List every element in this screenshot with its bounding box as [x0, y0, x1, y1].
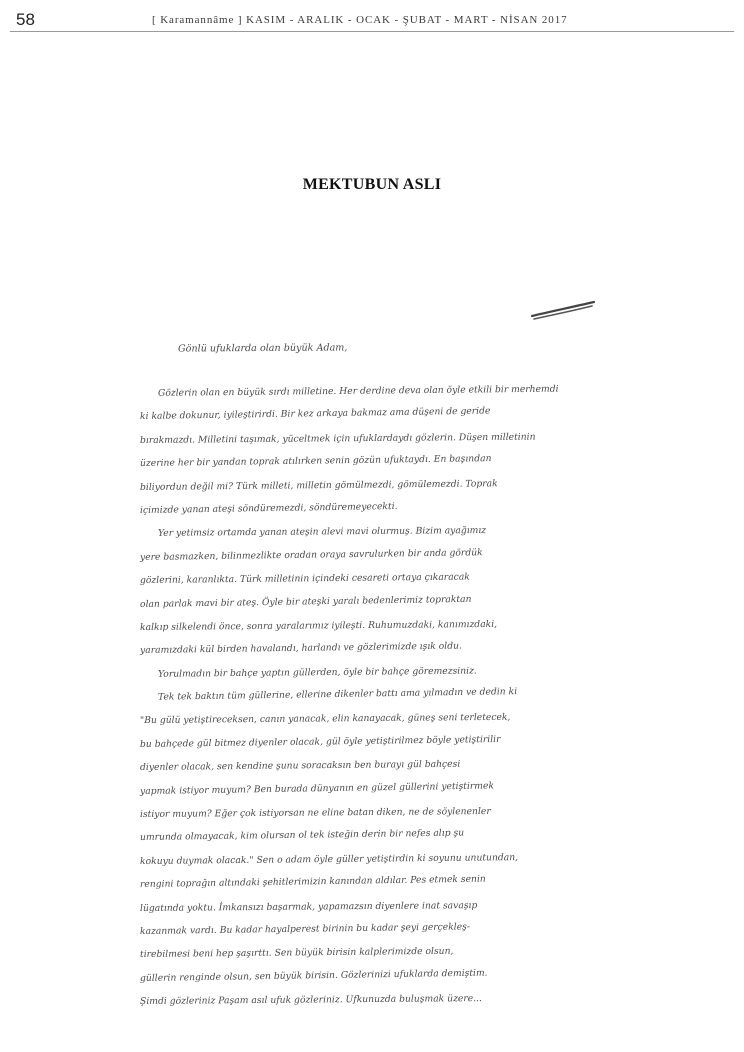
letter-line: biliyordun değil mi? Türk milleti, milletin gömülmezdi, gömülemezdi. Toprak: [139, 477, 498, 493]
letter-line: kokuyu duymak olacak." Sen o adam öyle güller yetiştirdin ki soyunu unutundan,: [139, 851, 519, 867]
magazine-header-title: [ Karamannâme ] KASIM - ARALIK - OCAK - ŞUBAT - MART - NİSAN 2017: [152, 14, 568, 26]
letter-line: Gözlerin olan en büyük sırdı milletine. Her derdine deva olan öyle etkili bir merhemdi: [157, 383, 559, 399]
letter-line: güllerin renginde olsun, sen büyük birisin. Gözlerinizi ufuklarda demiştim.: [139, 967, 488, 984]
letter-line: "Bu gülü yetiştireceksen, canın yanacak, elin kanayacak, güneş seni terletecek,: [139, 712, 511, 727]
letter-line: tirebilmesi beni hep şaşırttı. Sen büyük birisin kalplerimizde olsun,: [139, 946, 454, 961]
letter-line: Tek tek baktın tüm güllerine, ellerine dikenler battı ama yılmadın ve dedin ki: [157, 686, 518, 703]
letter-salutation: Gönlü ufuklarda olan büyük Adam,: [177, 342, 348, 355]
page-number: 58: [16, 10, 35, 29]
letter-line: diyenler olacak, sen kendine şunu soracaksın ben burayı gül bahçesi: [139, 758, 461, 774]
letter-body: [140, 382, 620, 1014]
letter-line: olan parlak mavi bir ateş. Öyle bir ateşki yaralı bedenlerimiz topraktan: [139, 593, 472, 610]
letter-line: içimizde yanan ateşi söndüremezdi, söndüremeyecekti.: [139, 500, 398, 516]
letter-line: kalkıp silkelendi önce, sonra yaralarımız iyileşti. Ruhumuzdaki, kanımızdaki,: [139, 618, 498, 633]
header-divider: [10, 31, 734, 32]
letter-line: umrunda olmayacak, kim olursan ol tek isteğin derin bir nefes alıp şu: [139, 827, 465, 844]
letter-line: Şimdi gözleriniz Paşam asıl ufuk gözleriniz. Ufkunuzda buluşmak üzere...: [139, 993, 482, 1008]
letter-line: lügatında yoktu. İmkansızı başarmak, yapamazsın diyenlere inat savaşıp: [139, 899, 478, 914]
letter-line: yaramızdaki kül birden havalandı, harlandı ve gözlerimizde ışık oldu.: [139, 640, 462, 657]
letter-line: rengini toprağın altındaki şehitlerimizin kanından aldılar. Pes etmek senin: [139, 873, 486, 891]
letter-line: kazanmak vardı. Bu kadar hayalperest birinin bu kadar şeyi gerçekleş-: [139, 921, 471, 937]
article-title: MEKTUBUN ASLI: [302, 176, 442, 193]
letter-line: bu bahçede gül bitmez diyenler olacak, gül öyle yetiştirilmez böyle yetiştirilir: [139, 733, 501, 750]
letter-line: ki kalbe dokunur, iyileştirirdi. Bir kez arkaya bakmaz ama düşeni de geride: [139, 405, 491, 423]
handwritten-letter: [140, 338, 620, 1014]
letter-line: istiyor muyum? Eğer çok istiyorsan ne eline batan diken, ne de söylenenler: [139, 805, 491, 821]
letter-line: yere basmazken, bilinmezlikte oradan oraya savrulurken bir anda gördük: [139, 546, 483, 563]
letter-line: gözlerini, karanlıkta. Türk milletinin içindeki cesareti ortaya çıkaracak: [139, 571, 470, 587]
page-header: [12, 8, 732, 32]
letter-line: yapmak istiyor muyum? Ben burada dünyanın en güzel güllerini yetiştirmek: [139, 780, 495, 797]
letter-line: Yorulmadın bir bahçe yaptın güllerden, öyle bir bahçe göremezsiniz.: [157, 665, 477, 680]
signature-mark: [528, 300, 598, 322]
letter-line: bırakmazdı. Milletini taşımak, yüceltmek için ufuklardaydı gözlerin. Düşen milletinin: [139, 431, 536, 446]
letter-line: üzerine her bir yandan toprak atılırken senin gözün ufuktaydı. En başından: [139, 453, 492, 470]
letter-line: Yer yetimsiz ortamda yanan ateşin alevi mavi olurmuş. Bizim ayağımız: [157, 525, 487, 540]
